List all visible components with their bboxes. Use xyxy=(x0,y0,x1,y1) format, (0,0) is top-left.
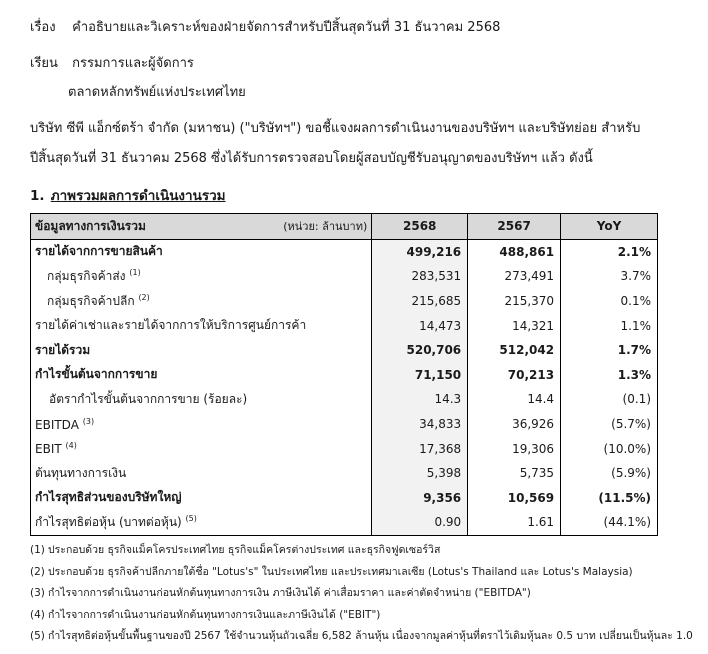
recipient-label: เรียน xyxy=(30,56,58,71)
value-yoy: 0.1% xyxy=(561,289,658,314)
value-2568: 71,150 xyxy=(372,363,468,388)
value-2568: 14.3 xyxy=(372,387,468,412)
value-2568: 9,356 xyxy=(372,486,468,511)
header-2568: 2568 xyxy=(372,214,468,240)
table-row xyxy=(31,387,658,412)
value-yoy: (5.7%) xyxy=(561,412,658,437)
table-row xyxy=(31,436,658,461)
financial-table xyxy=(30,213,658,536)
recipient-line xyxy=(30,52,194,73)
table-row xyxy=(31,289,658,314)
value-yoy: (5.9%) xyxy=(561,461,658,486)
value-2567: 70,213 xyxy=(468,363,561,388)
row-label: กำไรสุทธิส่วนของบริษัทใหญ่ xyxy=(31,486,372,511)
footnote: (2) ประกอบด้วย ธุรกิจค้าปลีกภายใต้ชื่อ "Lotus's" ในประเทศไทย และประเทศมาเลเซีย (Lotus's Thailand และ Lotus's Malaysia) xyxy=(30,565,633,578)
value-2567: 488,861 xyxy=(468,239,561,264)
value-2567: 512,042 xyxy=(468,338,561,363)
value-2567: 273,491 xyxy=(468,264,561,289)
section-title: ภาพรวมผลการดำเนินงานรวม xyxy=(50,188,226,204)
value-2568: 499,216 xyxy=(372,239,468,264)
row-label: รายได้ค่าเช่าและรายได้จากการให้บริการศูนย์การค้า xyxy=(31,313,372,338)
value-2568: 0.90 xyxy=(372,510,468,535)
recipient-name: กรรมการและผู้จัดการ xyxy=(72,56,194,71)
footnote-ref: (4) xyxy=(65,441,77,451)
value-2567: 1.61 xyxy=(468,510,561,535)
section-heading xyxy=(30,184,226,206)
footnote: (4) กำไรจากการดำเนินงานก่อนหักต้นทุนทางการเงินและภาษีเงินได้ ("EBIT") xyxy=(30,608,381,621)
table-row xyxy=(31,363,658,388)
value-2567: 5,735 xyxy=(468,461,561,486)
row-label: กำไรขั้นต้นจากการขาย xyxy=(31,363,372,388)
table-row xyxy=(31,338,658,363)
row-label: กลุ่มธุรกิจค้าส่ง $^{(1)}$ xyxy=(31,264,372,289)
footnote: (1) ประกอบด้วย ธุรกิจแม็คโครประเทศไทย ธุรกิจแม็คโครต่างประเทศ และธุรกิจฟูดเซอร์วิส xyxy=(30,544,441,556)
table-row xyxy=(31,239,658,264)
footnote-ref: (3) xyxy=(82,416,95,426)
value-yoy: (11.5%) xyxy=(561,486,658,511)
row-label: รายได้รวม xyxy=(31,338,372,363)
row-label: รายได้จากการขายสินค้า xyxy=(31,239,372,264)
value-2568: 17,368 xyxy=(372,436,468,461)
value-yoy: 1.1% xyxy=(561,313,658,338)
value-yoy: 1.7% xyxy=(561,338,658,363)
recipient-org: ตลาดหลักทรัพย์แห่งประเทศไทย xyxy=(68,85,246,100)
table-row xyxy=(31,264,658,289)
header-unit: (หน่วย: ล้านบาท) xyxy=(283,220,368,234)
table-row xyxy=(31,510,658,535)
value-2567: 215,370 xyxy=(468,289,561,314)
value-yoy: 2.1% xyxy=(561,239,658,264)
row-label: EBIT $^{(4)}$ xyxy=(31,436,372,461)
value-2567: 10,569 xyxy=(468,486,561,511)
footnote-ref: (1) xyxy=(129,267,141,277)
header-yoy: YoY xyxy=(561,214,658,240)
value-yoy: 1.3% xyxy=(561,363,658,388)
header-label: ข้อมูลทางการเงินรวม xyxy=(35,218,146,233)
footnotes xyxy=(30,540,693,648)
intro-line-1: บริษัท ซีพี แอ็กซ์ตร้า จำกัด (มหาชน) ("บริษัทฯ") ขอชี้แจงผลการดำเนินงานของบริษัทฯ และบริษัทย่อย สำหรับ xyxy=(30,121,641,136)
subject-line xyxy=(30,16,500,37)
row-label: ต้นทุนทางการเงิน xyxy=(31,461,372,486)
row-label: กำไรสุทธิต่อหุ้น (บาทต่อหุ้น) $^{(5)}$ xyxy=(31,510,372,535)
table-row xyxy=(31,461,658,486)
footnote: (5) กำไรสุทธิต่อหุ้นขั้นพื้นฐานของปี 2567 ใช้จำนวนหุ้นถัวเฉลี่ย 6,582 ล้านหุ้น เนื่องจากมูลค่าหุ้นที่ตราไว้เดิมหุ้นละ 0.5 บาท เปลี่ยนเป็นหุ้นละ 1.0 xyxy=(30,630,693,642)
value-2568: 520,706 xyxy=(372,338,468,363)
table-row xyxy=(31,313,658,338)
value-2567: 14.4 xyxy=(468,387,561,412)
footnote-ref: (2) xyxy=(138,292,150,302)
intro-line-2: ปีสิ้นสุดวันที่ 31 ธันวาคม 2568 ซึ่งได้รับการตรวจสอบโดยผู้สอบบัญชีรับอนุญาตของบริษัทฯ แล้ว ดังนี้ xyxy=(30,151,593,166)
table-row xyxy=(31,412,658,437)
value-2568: 5,398 xyxy=(372,461,468,486)
row-label: อัตรากำไรขั้นต้นจากการขาย (ร้อยละ) xyxy=(31,387,372,412)
section-number: 1. xyxy=(30,188,45,204)
table-header-row xyxy=(31,214,658,240)
footnote: (3) กำไรจากการดำเนินงานก่อนหักต้นทุนทางการเงิน ภาษีเงินได้ ค่าเสื่อมราคา และค่าตัดจำหน่าย ("EBITDA") xyxy=(30,587,531,599)
value-yoy: 3.7% xyxy=(561,264,658,289)
subject-label: เรื่อง xyxy=(30,20,56,35)
row-label: กลุ่มธุรกิจค้าปลีก $^{(2)}$ xyxy=(31,289,372,314)
value-2567: 14,321 xyxy=(468,313,561,338)
header-2567: 2567 xyxy=(468,214,561,240)
footnote-ref: (5) xyxy=(185,513,197,523)
row-label: EBITDA $^{(3)}$ xyxy=(31,412,372,437)
intro-paragraph xyxy=(30,114,680,174)
value-2568: 283,531 xyxy=(372,264,468,289)
value-yoy: (44.1%) xyxy=(561,510,658,535)
value-yoy: (10.0%) xyxy=(561,436,658,461)
value-2567: 19,306 xyxy=(468,436,561,461)
table-row xyxy=(31,486,658,511)
value-2568: 34,833 xyxy=(372,412,468,437)
value-2568: 14,473 xyxy=(372,313,468,338)
header-label-cell xyxy=(31,214,372,240)
subject-text: คำอธิบายและวิเคราะห์ของฝ่ายจัดการสำหรับปีสิ้นสุดวันที่ 31 ธันวาคม 2568 xyxy=(72,20,501,35)
value-2568: 215,685 xyxy=(372,289,468,314)
value-yoy: (0.1) xyxy=(561,387,658,412)
value-2567: 36,926 xyxy=(468,412,561,437)
